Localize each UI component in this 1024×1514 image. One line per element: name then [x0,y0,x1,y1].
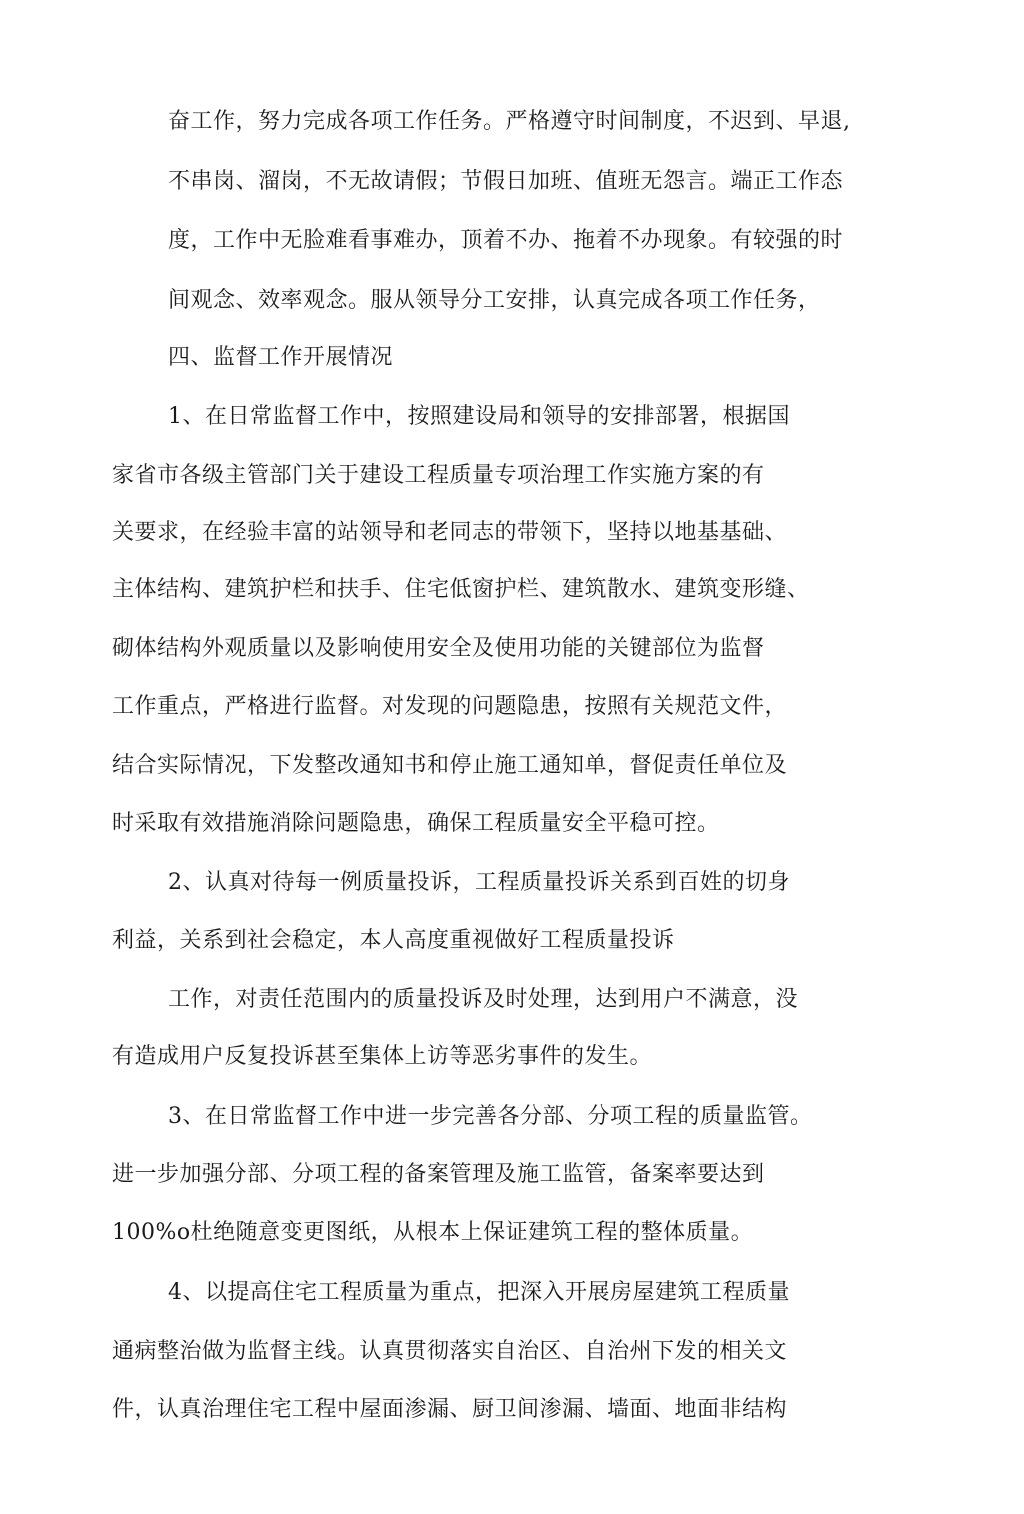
text-line-11: 工作重点，严格进行监督。对发现的问题隐患，按照有关规范文件， [112,694,788,719]
text-line-2: 不串岗、溜岗，不无故请假；节假日加班、值班无怨言。端正工作态 [168,169,844,194]
text-line-4: 间观念、效率观念。服从领导分工安排，认真完成各项工作任务， [168,288,821,313]
text-line-23: 件，认真治理住宅工程中屋面渗漏、厨卫间渗漏、墙面、地面非结构 [112,1397,788,1422]
text-line-12: 结合实际情况，下发整改通知书和停止施工通知单，督促责任单位及 [112,753,788,778]
text-line-15: 利益，关系到社会稳定，本人高度重视做好工程质量投诉 [112,928,675,953]
text-line-8: 关要求，在经验丰富的站领导和老同志的带领下，坚持以地基基础、 [112,520,788,545]
text-line-9: 主体结构、建筑护栏和扶手、住宅低窗护栏、建筑散水、建筑变形缝、 [112,577,810,602]
text-line-17: 有造成用户反复投诉甚至集体上访等恶劣事件的发生。 [112,1044,653,1069]
text-line-22: 通病整治做为监督主线。认真贯彻落实自治区、自治州下发的相关文 [112,1339,788,1364]
text-line-16: 工作，对责任范围内的质量投诉及时处理，达到用户不满意，没 [168,987,799,1012]
text-line-18: 3、在日常监督工作中进一步完善各分部、分项工程的质量监管。 [168,1104,813,1129]
text-line-6: 1、在日常监督工作中，按照建设局和领导的安排部署，根据国 [168,404,790,429]
text-line-3: 度，工作中无脸难看事难办，顶着不办、拖着不办现象。有较强的时 [168,228,844,253]
text-line-20: 100%o杜绝随意变更图纸，从根本上保证建筑工程的整体质量。 [112,1220,754,1245]
text-line-14: 2、认真对待每一例质量投诉，工程质量投诉关系到百姓的切身 [168,870,790,895]
text-line-7: 家省市各级主管部门关于建设工程质量专项治理工作实施方案的有 [112,463,765,488]
text-line-1: 奋工作，努力完成各项工作任务。严格遵守时间制度，不迟到、早退, [168,109,851,134]
text-line-10: 砌体结构外观质量以及影响使用安全及使用功能的关键部位为监督 [112,636,765,661]
text-line-19: 进一步加强分部、分项工程的备案管理及施工监管，备案率要达到 [112,1162,765,1187]
text-line-21: 4、以提高住宅工程质量为重点，把深入开展房屋建筑工程质量 [168,1280,790,1305]
text-line-13: 时采取有效措施消除问题隐患，确保工程质量安全平稳可控。 [112,811,720,836]
section-heading: 四、监督工作开展情况 [168,345,394,370]
